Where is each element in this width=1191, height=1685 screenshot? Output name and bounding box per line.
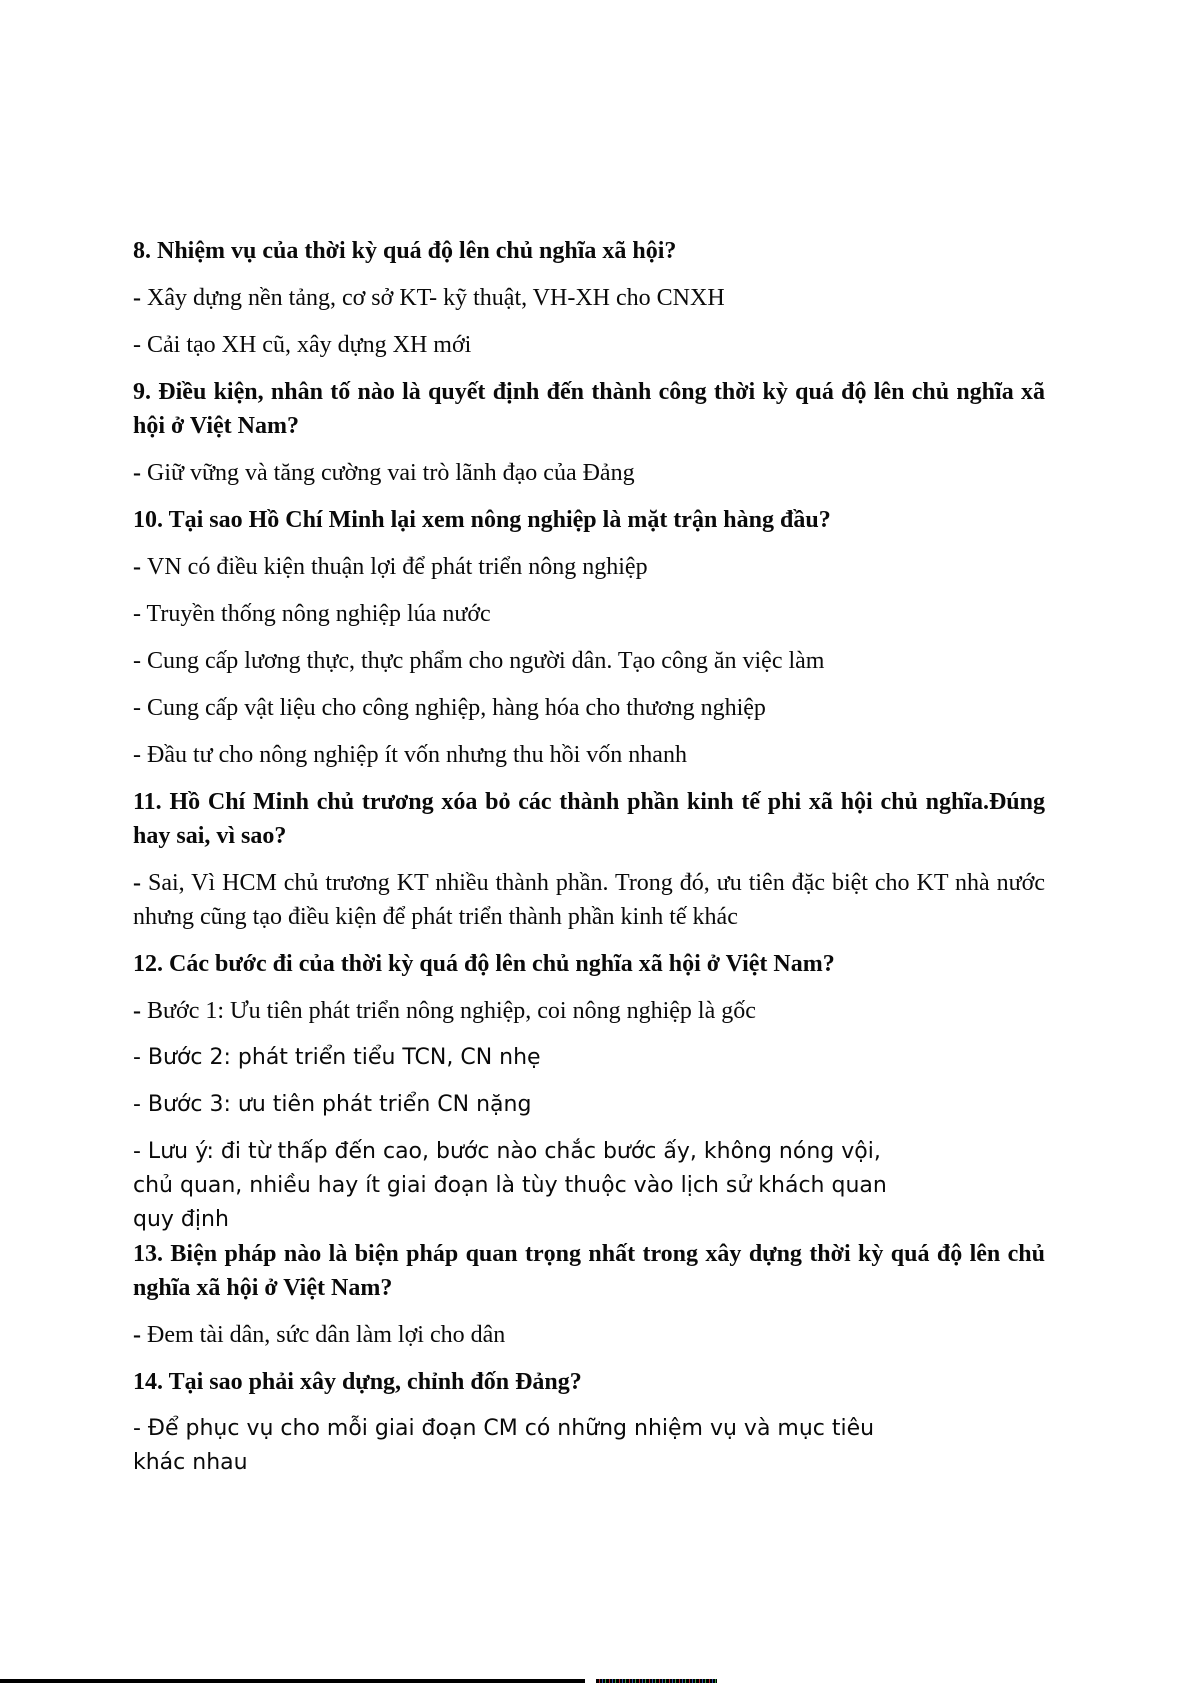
bottom-bar-left bbox=[0, 1679, 585, 1683]
answer-text: Giữ vững và tăng cường vai trò lãnh đạo của Đảng bbox=[147, 460, 635, 486]
answer-text: - Bước 2: phát triển tiểu TCN, CN nhẹ bbox=[133, 1045, 541, 1070]
answer-12-3 bbox=[133, 1088, 1045, 1122]
question-text: 14. Tại sao phải xây dựng, chỉnh đốn Đảng? bbox=[133, 1369, 582, 1395]
answer-text: Đem tài dân, sức dân làm lợi cho dân bbox=[147, 1322, 506, 1348]
answer-dash: - bbox=[133, 460, 147, 486]
answer-9-1 bbox=[133, 456, 1045, 490]
question-text: 12. Các bước đi của thời kỳ quá độ lên chủ nghĩa xã hội ở Việt Nam? bbox=[133, 951, 835, 977]
answer-text: chủ quan, nhiều hay ít giai đoạn là tùy thuộc vào lịch sử khách quan bbox=[133, 1173, 887, 1198]
answer-10-3 bbox=[133, 644, 1045, 678]
answer-10-2 bbox=[133, 597, 1045, 631]
answer-8-1 bbox=[133, 281, 1045, 315]
question-text: 10. Tại sao Hồ Chí Minh lại xem nông nghiệp là mặt trận hàng đầu? bbox=[133, 507, 831, 533]
answer-dash: - bbox=[133, 870, 148, 896]
answer-8-2 bbox=[133, 328, 1045, 362]
answer-12-1 bbox=[133, 994, 1045, 1028]
bottom-bar-right bbox=[596, 1679, 717, 1683]
answer-text: - Cung cấp lương thực, thực phẩm cho người dân. Tạo công ăn việc làm bbox=[133, 648, 825, 674]
question-10 bbox=[133, 503, 1045, 537]
answer-text: Bước 1: Ưu tiên phát triển nông nghiệp, coi nông nghiệp là gốc bbox=[147, 998, 756, 1024]
answer-12-2 bbox=[133, 1041, 1045, 1075]
answer-10-1 bbox=[133, 550, 1045, 584]
answer-11-1 bbox=[133, 866, 1045, 934]
answer-text: quy định bbox=[133, 1207, 229, 1232]
question-text: 9. Điều kiện, nhân tố nào là quyết định đến thành công thời kỳ quá độ lên chủ nghĩa xã hội ở Việt Nam? bbox=[133, 379, 1045, 439]
question-12 bbox=[133, 947, 1045, 981]
question-11 bbox=[133, 785, 1045, 853]
answer-12-4 bbox=[133, 1135, 1045, 1237]
answer-text: VN có điều kiện thuận lợi để phát triển nông nghiệp bbox=[147, 554, 648, 580]
question-8 bbox=[133, 234, 1045, 268]
answer-10-4 bbox=[133, 691, 1045, 725]
answer-dash: - bbox=[133, 998, 147, 1024]
answer-text: - Bước 3: ưu tiên phát triển CN nặng bbox=[133, 1092, 532, 1117]
answer-text: - Cung cấp vật liệu cho công nghiệp, hàng hóa cho thương nghiệp bbox=[133, 695, 766, 721]
answer-dash: - bbox=[133, 554, 147, 580]
answer-text: - Để phục vụ cho mỗi giai đoạn CM có những nhiệm vụ và mục tiêu bbox=[133, 1416, 875, 1441]
answer-dash: - bbox=[133, 285, 147, 311]
question-text: 11. Hồ Chí Minh chủ trương xóa bỏ các thành phần kinh tế phi xã hội chủ nghĩa.Đúng hay sai, vì sao? bbox=[133, 789, 1045, 849]
answer-10-5 bbox=[133, 738, 1045, 772]
answer-text: - Cải tạo XH cũ, xây dựng XH mới bbox=[133, 332, 472, 358]
answer-14-1 bbox=[133, 1412, 1045, 1480]
answer-13-1 bbox=[133, 1318, 1045, 1352]
question-text: 8. Nhiệm vụ của thời kỳ quá độ lên chủ nghĩa xã hội? bbox=[133, 238, 677, 264]
answer-text: khác nhau bbox=[133, 1450, 248, 1475]
answer-text: Xây dựng nền tảng, cơ sở KT- kỹ thuật, VH-XH cho CNXH bbox=[147, 285, 725, 311]
answer-text: - Truyền thống nông nghiệp lúa nước bbox=[133, 601, 491, 627]
answer-text: - Đầu tư cho nông nghiệp ít vốn nhưng thu hồi vốn nhanh bbox=[133, 742, 687, 768]
answer-text: - Lưu ý: đi từ thấp đến cao, bước nào chắc bước ấy, không nóng vội, bbox=[133, 1139, 881, 1164]
answer-dash: - bbox=[133, 1322, 147, 1348]
answer-text: Sai, Vì HCM chủ trương KT nhiều thành phần. Trong đó, ưu tiên đặc biệt cho KT nhà nước nhưng cũng tạo điều kiện để phát triển thành phần kinh tế khác bbox=[133, 870, 1046, 930]
question-9 bbox=[133, 375, 1045, 443]
question-text: 13. Biện pháp nào là biện pháp quan trọng nhất trong xây dựng thời kỳ quá độ lên chủ nghĩa xã hội ở Việt Nam? bbox=[133, 1241, 1045, 1301]
question-13 bbox=[133, 1237, 1045, 1305]
question-14 bbox=[133, 1365, 1045, 1399]
